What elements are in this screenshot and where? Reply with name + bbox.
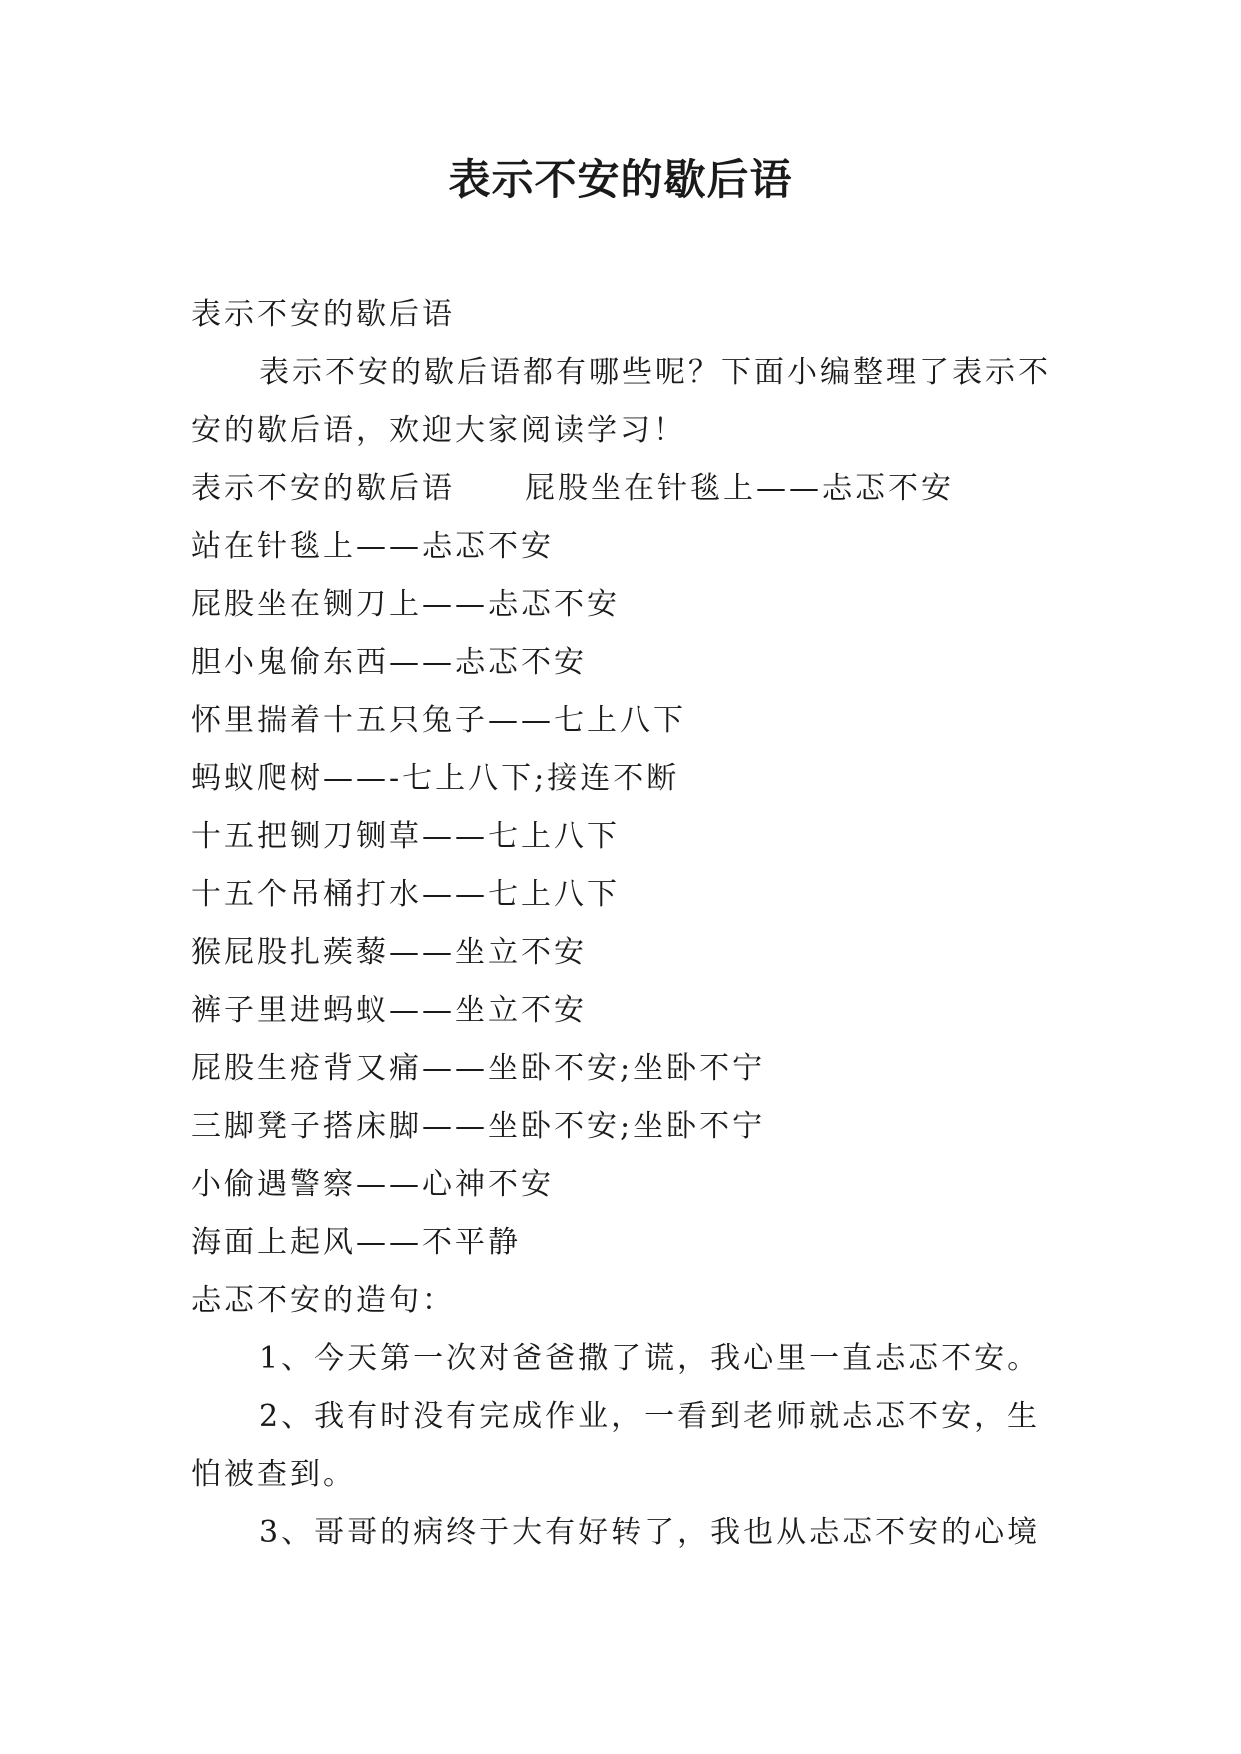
proverb-item: 屁股生疮背又痛——坐卧不安;坐卧不宁 (191, 1051, 766, 1086)
document-body (191, 286, 1071, 1562)
proverb-item: 胆小鬼偷东西——忐忑不安 (191, 645, 587, 680)
sentences-heading: 忐忑不安的造句： (191, 1283, 455, 1318)
proverb-item: 海面上起风——不平静 (191, 1225, 521, 1260)
first-proverb-line (191, 460, 1071, 518)
proverb-item: 怀里揣着十五只兔子——七上八下 (191, 703, 686, 738)
example-sentence: 2、我有时没有完成作业，一看到老师就忐忑不安，生怕被查到。 (191, 1399, 1041, 1492)
document-title: 表示不安的歇后语 (448, 155, 793, 204)
first-line-proverb: 屁股坐在针毯上——忐忑不安 (525, 471, 954, 506)
proverb-item: 蚂蚁爬树——-七上八下;接连不断 (191, 761, 680, 796)
proverb-item: 猴屁股扎蒺藜——坐立不安 (191, 935, 587, 970)
proverb-item: 屁股坐在铡刀上——忐忑不安 (191, 587, 620, 622)
first-line-label: 表示不安的歇后语 (191, 471, 455, 506)
proverb-item: 十五个吊桶打水——七上八下 (191, 877, 620, 912)
intro-paragraph: 表示不安的歇后语都有哪些呢？下面小编整理了表示不安的歇后语，欢迎大家阅读学习！ (191, 355, 1051, 448)
proverb-item: 站在针毯上——忐忑不安 (191, 529, 554, 564)
document-subtitle: 表示不安的歇后语 (191, 297, 455, 332)
example-sentence: 1、今天第一次对爸爸撒了谎，我心里一直忐忑不安。 (259, 1341, 1041, 1376)
proverb-item: 三脚凳子搭床脚——坐卧不安;坐卧不宁 (191, 1109, 766, 1144)
example-sentence: 3、哥哥的病终于大有好转了，我也从忐忑不安的心境 (259, 1515, 1041, 1550)
proverb-item: 小偷遇警察——心神不安 (191, 1167, 554, 1202)
proverb-item: 十五把铡刀铡草——七上八下 (191, 819, 620, 854)
proverb-item: 裤子里进蚂蚁——坐立不安 (191, 993, 587, 1028)
